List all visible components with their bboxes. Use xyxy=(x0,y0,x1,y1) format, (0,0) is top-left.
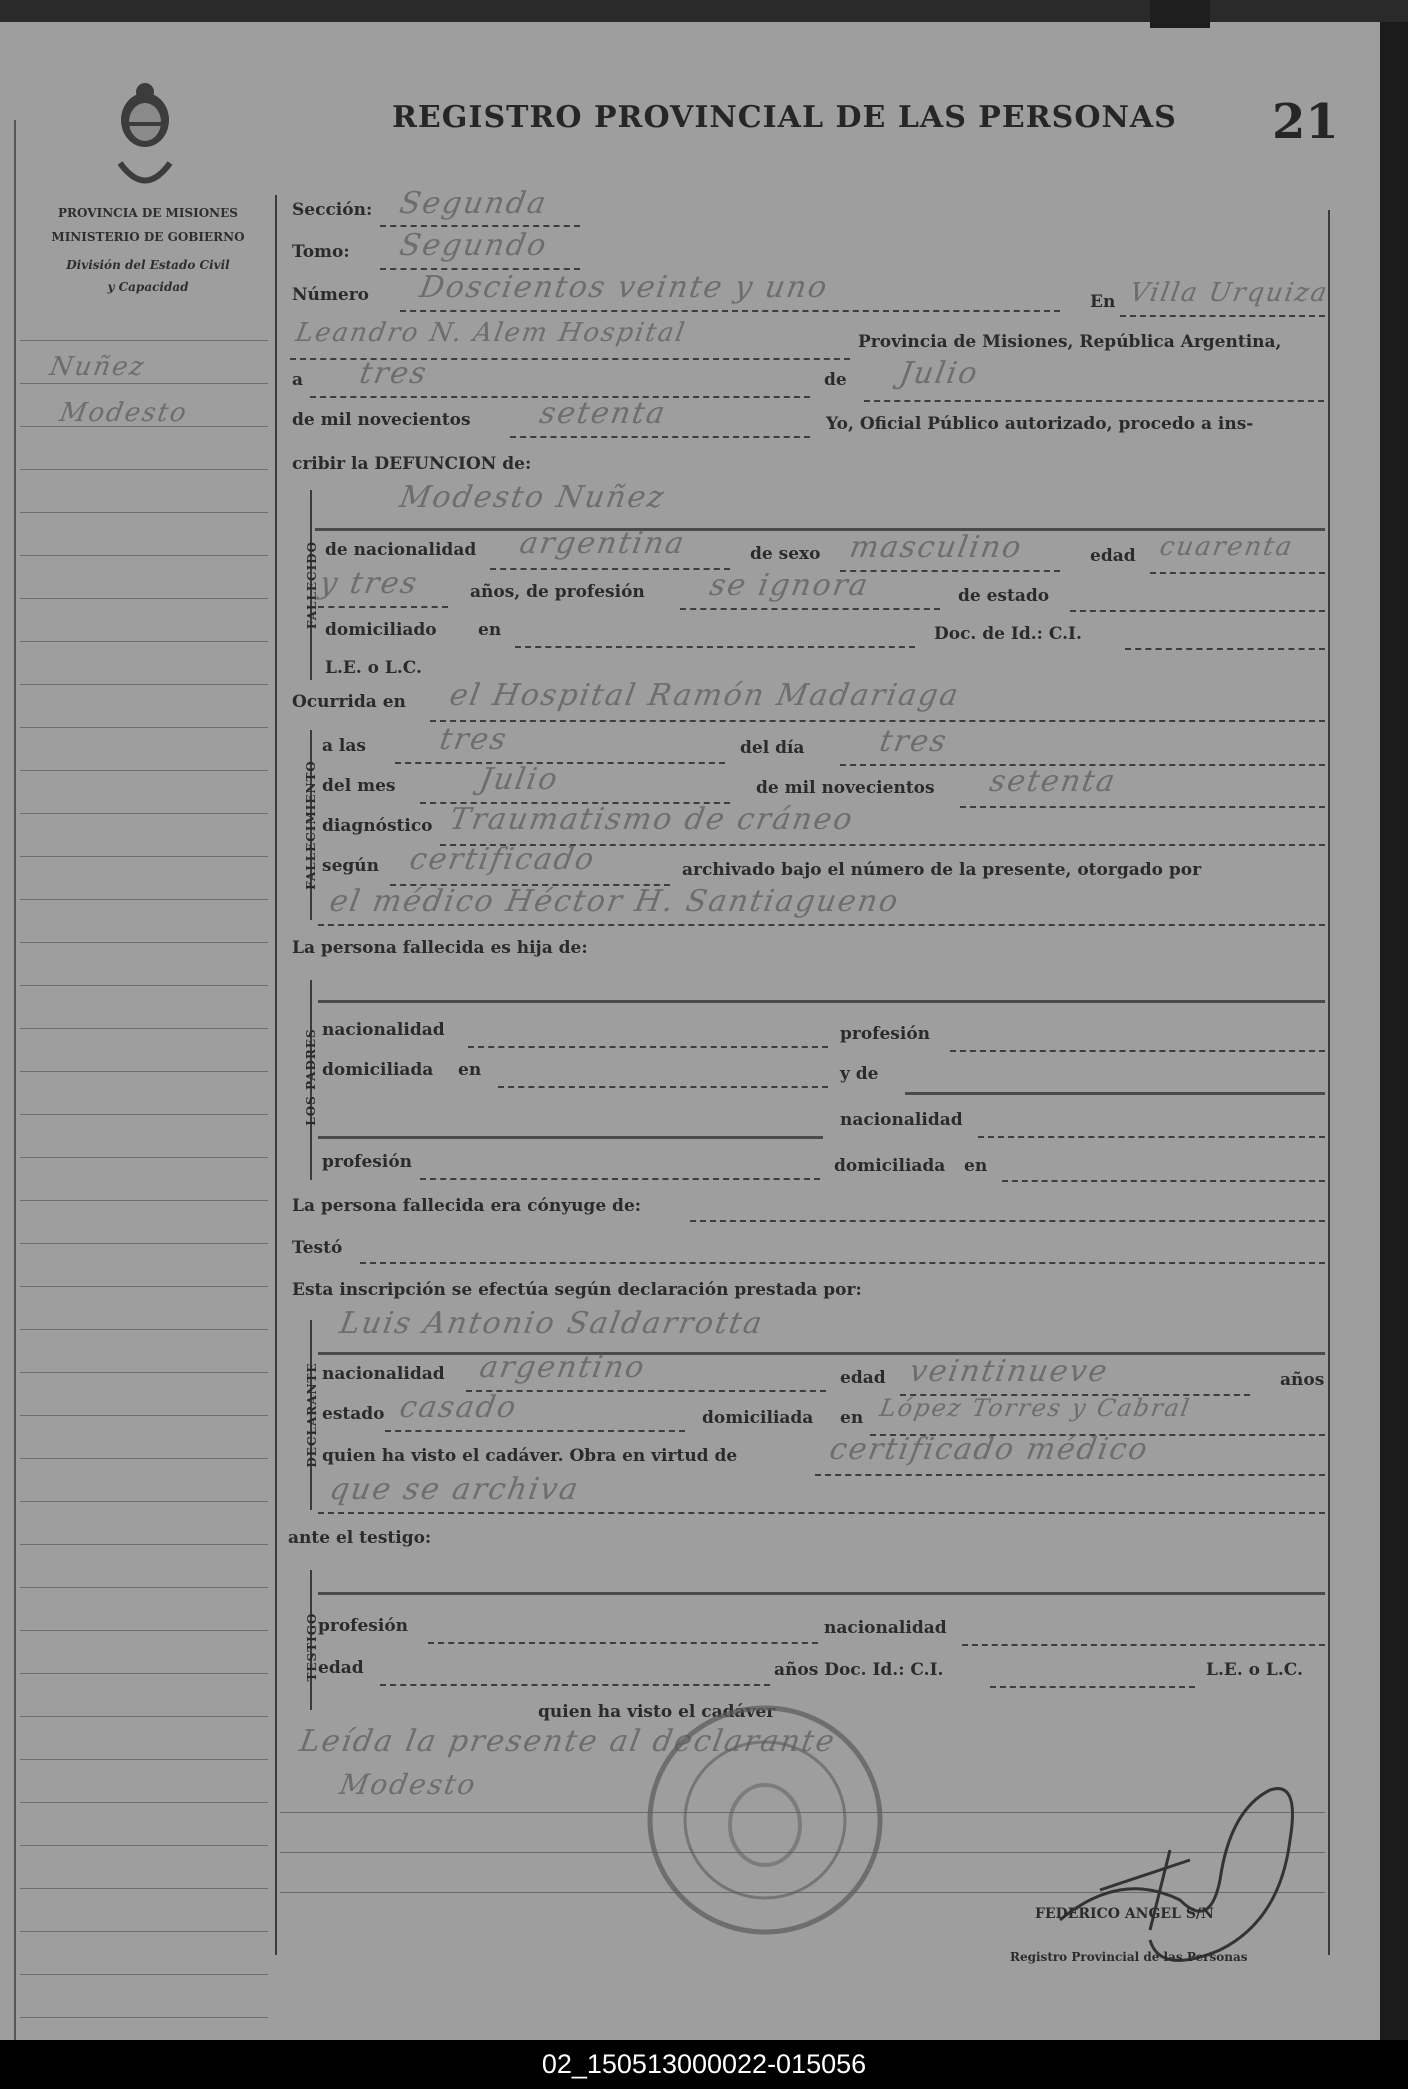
firma-value: Modesto xyxy=(337,1768,480,1801)
hija-label: La persona fallecida es hija de: xyxy=(292,938,588,958)
mil-label: de mil novecientos xyxy=(292,410,471,430)
margin-rule xyxy=(20,684,268,685)
tomo-label: Tomo: xyxy=(292,242,350,262)
margin-rule xyxy=(20,985,268,986)
de-line xyxy=(864,400,1324,402)
testo-label: Testó xyxy=(292,1238,343,1258)
testigo-profesion-label: profesión xyxy=(318,1616,409,1636)
left-margin-edge xyxy=(14,120,16,2040)
margin-rule xyxy=(20,1974,268,1975)
madre-domicilio-line xyxy=(1002,1180,1325,1182)
margin-rule xyxy=(20,598,268,599)
estado-line xyxy=(1070,610,1325,612)
official-stamp-icon xyxy=(640,1700,890,1940)
margin-rule xyxy=(20,1888,268,1889)
ocurrida-label: Ocurrida en xyxy=(292,692,406,712)
en-label: En xyxy=(1090,292,1116,312)
nacionalidad-value: argentina xyxy=(516,526,689,561)
yde-label: y de xyxy=(840,1064,879,1084)
deceased-name-line xyxy=(315,528,1325,531)
testigo-le-label: L.E. o L.C. xyxy=(1206,1660,1303,1680)
testigo-nacionalidad-line xyxy=(962,1644,1325,1646)
margin-rule xyxy=(20,1458,268,1459)
testigo-edad-label: edad xyxy=(318,1658,364,1678)
margin-rule xyxy=(20,1587,268,1588)
domiciliado-en-label: en xyxy=(478,620,502,640)
padre-profesion-label: profesión xyxy=(840,1024,931,1044)
a-las-value: tres xyxy=(436,722,511,757)
estado-label: de estado xyxy=(958,586,1050,606)
provincia-text: Provincia de Misiones, República Argentina, xyxy=(858,332,1282,352)
del-mes-label: del mes xyxy=(322,776,396,796)
margin-rule xyxy=(20,2017,268,2018)
testigo-profesion-line xyxy=(428,1642,818,1644)
top-tab xyxy=(1150,0,1210,28)
a-value: tres xyxy=(356,356,431,391)
main-frame-right xyxy=(1328,210,1330,1955)
margin-rule xyxy=(20,1845,268,1846)
deceased-name: Modesto Nuñez xyxy=(396,480,669,515)
de-value: Julio xyxy=(896,356,982,391)
otorgado-value: el médico Héctor H. Santiagueno xyxy=(326,884,903,919)
segun-label: según xyxy=(322,856,379,876)
fm-mil-label: de mil novecientos xyxy=(756,778,935,798)
edad-line xyxy=(1150,572,1325,574)
margin-rule xyxy=(20,555,268,556)
padre-domiciliada-label: domiciliada xyxy=(322,1060,434,1080)
coat-of-arms-icon xyxy=(100,78,190,193)
le-label: L.E. o L.C. xyxy=(325,658,422,678)
ocurrida-line xyxy=(430,720,1325,722)
decl-edad-label: edad xyxy=(840,1368,886,1388)
margin-rule xyxy=(20,1200,268,1201)
fallecimiento-side-label: FALLECIMIENTO xyxy=(304,760,318,890)
testigo-doc-line xyxy=(990,1686,1195,1688)
conyuge-line xyxy=(690,1220,1325,1222)
margin-rule xyxy=(20,1802,268,1803)
tomo-value: Segundo xyxy=(396,228,551,263)
declaracion-label: Esta inscripción se efectúa según declaración prestada por: xyxy=(292,1280,862,1300)
decl-estado-value: casado xyxy=(396,1390,521,1425)
decl-anos-label: años xyxy=(1280,1370,1325,1390)
conyuge-label: La persona fallecida era cónyuge de: xyxy=(292,1196,642,1216)
decl-obra-line xyxy=(815,1474,1325,1476)
official-title: Registro Provincial de las Personas xyxy=(1010,1950,1248,1964)
padre-nacionalidad-label: nacionalidad xyxy=(322,1020,445,1040)
madre-nacionalidad-line xyxy=(978,1136,1325,1138)
margin-rule xyxy=(20,1157,268,1158)
margin-rule xyxy=(20,727,268,728)
del-dia-label: del día xyxy=(740,738,805,758)
margin-rule xyxy=(20,1544,268,1545)
margin-rule xyxy=(20,641,268,642)
decl-obra-line-2 xyxy=(318,1512,1325,1514)
fm-mil-line xyxy=(960,806,1325,808)
del-mes-value: Julio xyxy=(476,762,562,797)
oficial-text: Yo, Oficial Público autorizado, procedo a ins- xyxy=(826,414,1254,434)
margin-rule xyxy=(20,1243,268,1244)
decl-obra-value: certificado médico xyxy=(826,1432,1152,1467)
decl-en-label: en xyxy=(840,1408,864,1428)
place-value: Leandro N. Alem Hospital xyxy=(293,318,689,348)
leida-value: Leída la presente al declarante xyxy=(296,1724,839,1759)
margin-rule xyxy=(20,383,268,384)
inscribir-text: cribir la DEFUNCION de: xyxy=(292,454,532,474)
margin-rule xyxy=(20,1501,268,1502)
ocurrida-value: el Hospital Ramón Madariaga xyxy=(446,678,963,713)
fm-mil-value: setenta xyxy=(986,764,1120,799)
margin-rule xyxy=(20,1028,268,1029)
mil-value: setenta xyxy=(536,396,670,431)
margin-rule xyxy=(20,512,268,513)
madre-profesion-line xyxy=(420,1178,820,1180)
decl-estado-line xyxy=(385,1430,685,1432)
doc-label: Doc. de Id.: C.I. xyxy=(934,624,1082,644)
numero-line xyxy=(400,310,1060,312)
anos-profesion-label: años, de profesión xyxy=(470,582,645,602)
profesion-line xyxy=(680,608,940,610)
nacionalidad-line xyxy=(490,568,730,570)
domiciliado-label: domiciliado xyxy=(325,620,437,640)
edad-value-2: y tres xyxy=(316,566,422,601)
testigo-anos-doc-label: años Doc. Id.: C.I. xyxy=(774,1660,944,1680)
diagnostico-label: diagnóstico xyxy=(322,816,433,836)
margin-rule xyxy=(20,1071,268,1072)
margin-rule xyxy=(20,340,268,341)
fallecido-side-label: FALLECIDO xyxy=(305,540,319,630)
testigo-nacionalidad-label: nacionalidad xyxy=(824,1618,947,1638)
madre-name-line xyxy=(905,1092,1325,1095)
segun-value: certificado xyxy=(406,842,599,877)
sexo-line xyxy=(840,570,1060,572)
margin-rule xyxy=(20,1716,268,1717)
margin-rule xyxy=(20,469,268,470)
decl-edad-value: veintinueve xyxy=(906,1354,1112,1389)
a-label: a xyxy=(292,370,304,390)
del-dia-value: tres xyxy=(876,724,951,759)
testigo-edad-line xyxy=(380,1684,770,1686)
decl-obra-value-2: que se archiva xyxy=(326,1472,583,1507)
decl-nacionalidad-label: nacionalidad xyxy=(322,1364,445,1384)
seccion-line xyxy=(380,225,580,227)
margin-rule xyxy=(20,1372,268,1373)
decl-domiciliada-label: domiciliada xyxy=(702,1408,814,1428)
madre-profesion-label: profesión xyxy=(322,1152,413,1172)
de-label: de xyxy=(824,370,847,390)
page-number: 21 xyxy=(1272,94,1339,150)
margin-rule xyxy=(20,1286,268,1287)
en-value: Villa Urquiza xyxy=(1127,278,1331,308)
edad-label: edad xyxy=(1090,546,1136,566)
margin-rule xyxy=(20,1114,268,1115)
mil-line xyxy=(510,436,810,438)
seccion-value: Segunda xyxy=(396,186,551,221)
margin-note-surname: Nuñez xyxy=(47,352,148,382)
main-frame-left xyxy=(275,195,277,1955)
edad2-line xyxy=(318,606,448,608)
sexo-label: de sexo xyxy=(750,544,821,564)
madre-en-label: en xyxy=(964,1156,988,1176)
margin-note-name: Modesto xyxy=(57,398,191,428)
madre-domiciliada-label: domiciliada xyxy=(834,1156,946,1176)
edad-value: cuarenta xyxy=(1157,532,1296,562)
declarante-side-label: DECLARANTE xyxy=(305,1362,319,1468)
decl-estado-label: estado xyxy=(322,1404,385,1424)
domicilio-line xyxy=(515,646,915,648)
otorgado-line xyxy=(318,924,1325,926)
page-title: REGISTRO PROVINCIAL DE LAS PERSONAS xyxy=(392,100,1177,135)
seccion-label: Sección: xyxy=(292,200,373,220)
margin-rule xyxy=(20,1759,268,1760)
ante-testigo-label: ante el testigo: xyxy=(288,1528,432,1548)
madre-nacionalidad-label: nacionalidad xyxy=(840,1110,963,1130)
profesion-value: se ignora xyxy=(706,568,873,603)
testigo-name-line xyxy=(318,1592,1325,1595)
margin-rule xyxy=(20,1931,268,1932)
sexo-value: masculino xyxy=(846,530,1026,565)
file-caption: 02_150513000022-015056 xyxy=(0,2040,1408,2089)
margin-rule xyxy=(20,899,268,900)
madre-name-line-2 xyxy=(318,1136,823,1139)
decl-nacionalidad-value: argentino xyxy=(476,1350,649,1385)
org-line-1: PROVINCIA DE MISIONES xyxy=(58,206,238,220)
margin-rule xyxy=(20,1630,268,1631)
margin-rule xyxy=(20,1329,268,1330)
padre-en-label: en xyxy=(458,1060,482,1080)
diagnostico-value: Traumatismo de cráneo xyxy=(446,802,857,837)
decl-quien-text: quien ha visto el cadáver. Obra en virtud de xyxy=(322,1446,738,1466)
padre-domicilio-line xyxy=(498,1086,828,1088)
org-line-3: División del Estado Civil xyxy=(66,258,230,272)
declarante-name-line xyxy=(318,1352,1325,1355)
archivado-text: archivado bajo el número de la presente, otorgado por xyxy=(682,860,1202,880)
testigo-side-label: TESTIGO xyxy=(305,1612,319,1682)
testigo-quien-text: quien ha visto el cadáver xyxy=(538,1702,776,1722)
margin-rule xyxy=(20,1415,268,1416)
decl-domicilio-value: López Torres y Cabral xyxy=(877,1394,1194,1422)
margin-rule xyxy=(20,770,268,771)
margin-rule xyxy=(20,813,268,814)
margin-rule xyxy=(20,942,268,943)
org-line-4: y Capacidad xyxy=(107,280,189,294)
padre-profesion-line xyxy=(950,1050,1325,1052)
margin-rule xyxy=(20,1673,268,1674)
testo-line xyxy=(360,1262,1325,1264)
padres-side-label: LOS PADRES xyxy=(304,1028,318,1126)
numero-label: Número xyxy=(292,285,369,305)
margin-rule xyxy=(20,856,268,857)
official-name: FEDERICO ANGEL S/N xyxy=(1035,1906,1214,1922)
en-line xyxy=(1120,315,1325,317)
padre-nacionalidad-line xyxy=(468,1046,828,1048)
a-las-label: a las xyxy=(322,736,366,756)
nacionalidad-label: de nacionalidad xyxy=(325,540,477,560)
declarante-name: Luis Antonio Saldarrotta xyxy=(336,1306,767,1341)
signature-icon xyxy=(1040,1770,1310,1980)
numero-value: Doscientos veinte y uno xyxy=(416,270,832,305)
org-line-2: MINISTERIO DE GOBIERNO xyxy=(51,230,245,244)
padre-name-line xyxy=(318,1000,1325,1003)
doc-line xyxy=(1125,648,1325,650)
